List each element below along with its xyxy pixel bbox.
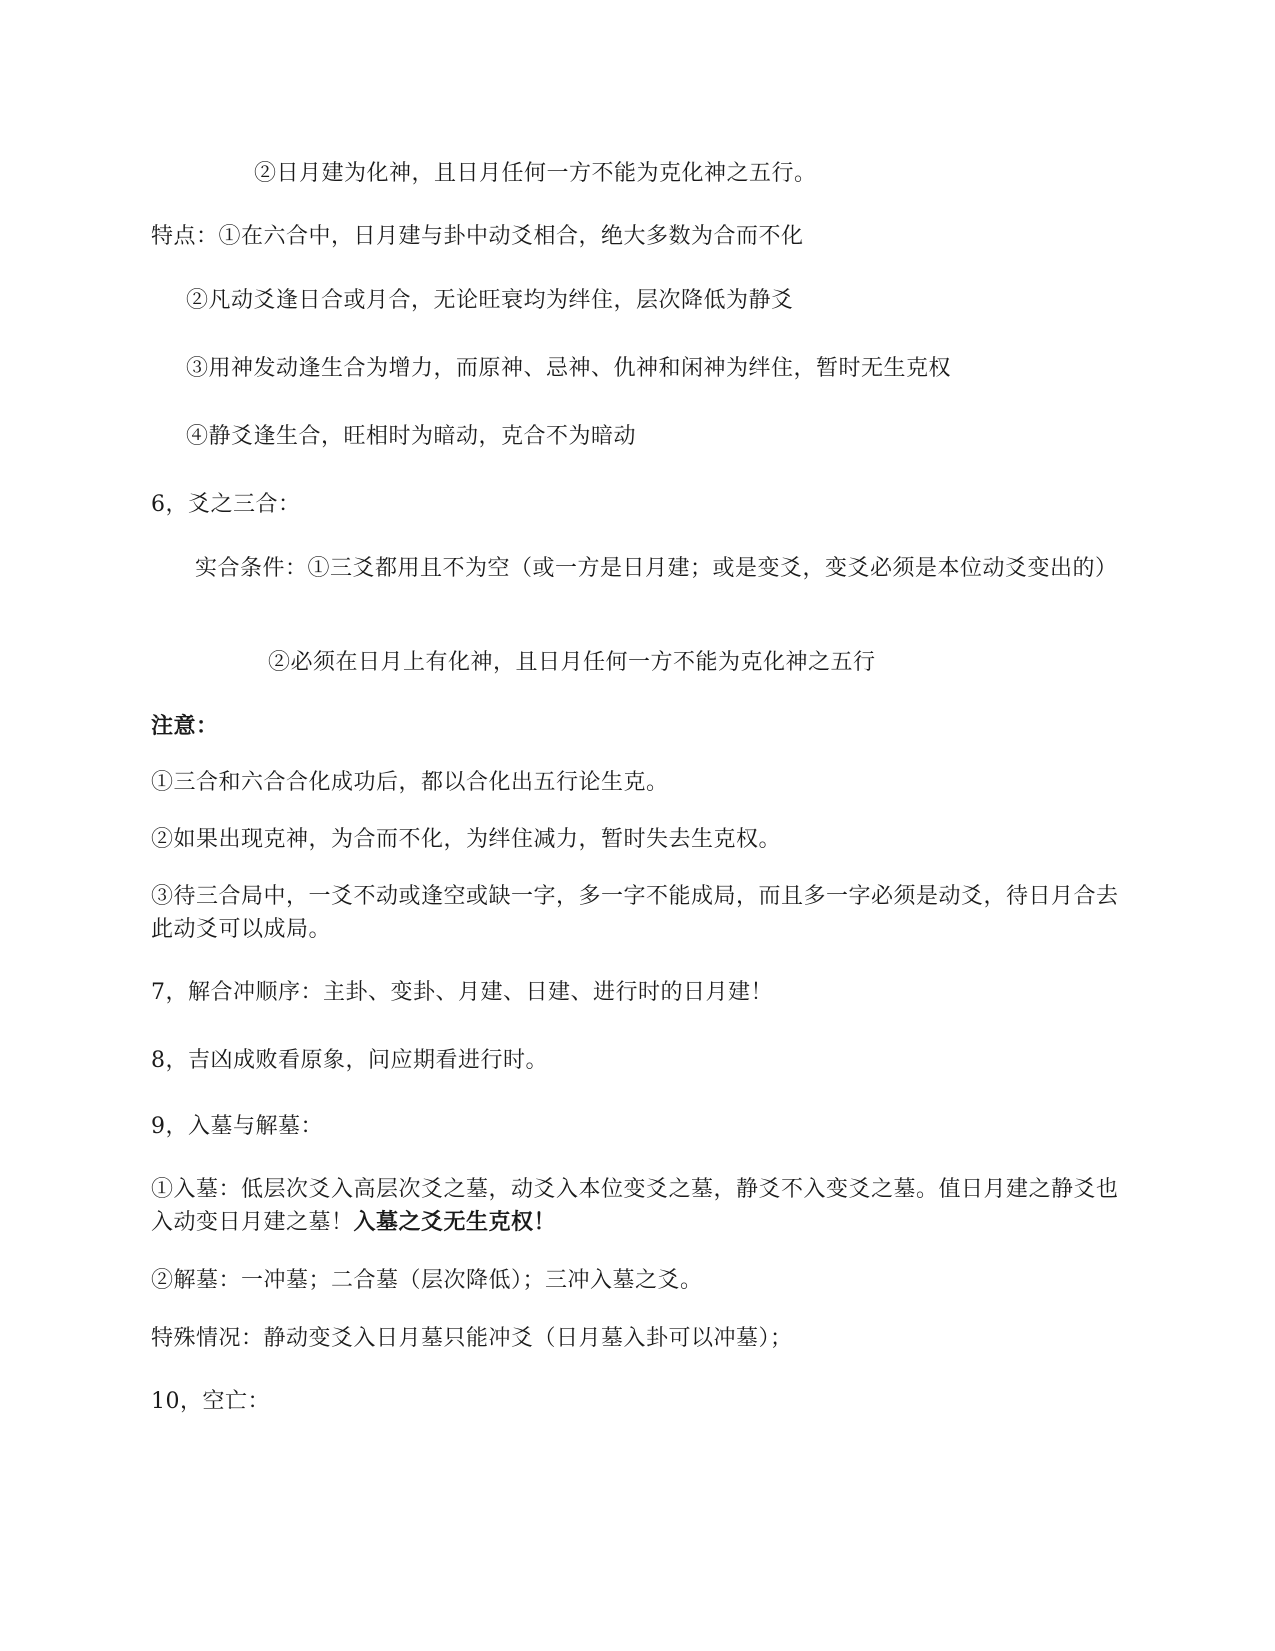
heading-kong-wang: 10，空亡： (151, 1389, 270, 1414)
paragraph-special-case: 特殊情况：静动变爻入日月墓只能冲爻（日月墓入卦可以冲墓）； (151, 1326, 793, 1351)
paragraph-jie-mu: ②解墓：一冲墓；二合墓（层次降低）；三冲入墓之爻。 (151, 1268, 703, 1293)
paragraph-features-3: ③用神发动逢生合为增力，而原神、忌神、仇神和闲神为绊住，暂时无生克权 (186, 356, 952, 381)
ru-mu-emphasis: 入墓之爻无生克权！ (353, 1209, 557, 1235)
paragraph-features-1: 特点：①在六合中，日月建与卦中动爻相合，绝大多数为合而不化 (151, 224, 804, 249)
paragraph-ru-mu (151, 1173, 1131, 1239)
paragraph-shi-he-condition: 实合条件：①三爻都用且不为空（或一方是日月建；或是变爻，变爻必须是本位动爻变出的） (195, 556, 1118, 581)
paragraph-note-2: ②如果出现克神，为合而不化，为绊住减力，暂时失去生克权。 (151, 827, 782, 852)
ru-mu-text: ①入墓：低层次爻入高层次爻之墓，动爻入本位变爻之墓，静爻不入变爻之墓。值日月建之静爻也入动变日月建之墓！ (151, 1177, 1119, 1235)
paragraph-features-2: ②凡动爻逢日合或月合，无论旺衰均为绊住，层次降低为静爻 (186, 288, 794, 313)
paragraph-features-4: ④静爻逢生合，旺相时为暗动，克合不为暗动 (186, 424, 637, 449)
paragraph-shi-he-condition-2: ②必须在日月上有化神，且日月任何一方不能为克化神之五行 (268, 650, 876, 675)
paragraph-ji-xiong: 8，吉凶成败看原象，问应期看进行时。 (151, 1048, 548, 1073)
paragraph-hua-shen-condition: ②日月建为化神，且日月任何一方不能为克化神之五行。 (254, 161, 817, 186)
heading-note: 注意： (151, 713, 219, 739)
paragraph-note-1: ①三合和六合合化成功后，都以合化出五行论生克。 (151, 770, 669, 795)
paragraph-note-3: ③待三合局中，一爻不动或逢空或缺一字，多一字不能成局，而且多一字必须是动爻，待日月合去此动爻可以成局。 (151, 884, 1119, 942)
paragraph-order: 7，解合冲顺序：主卦、变卦、月建、日建、进行时的日月建！ (151, 980, 773, 1005)
heading-san-he: 6，爻之三合： (151, 492, 301, 517)
heading-ru-mu: 9，入墓与解墓： (151, 1114, 323, 1139)
